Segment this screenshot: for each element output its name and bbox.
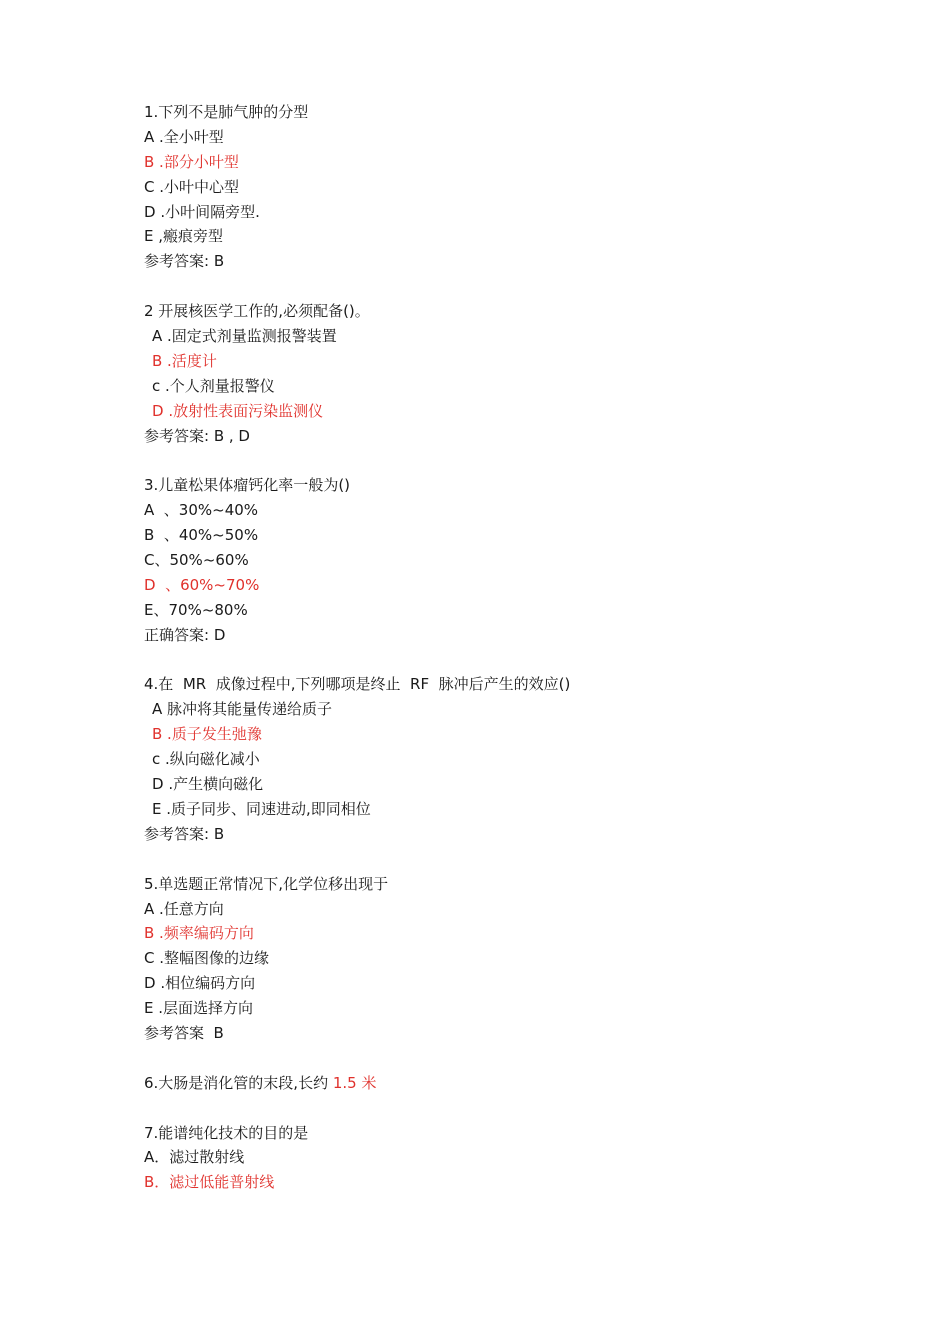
- answer-line: 参考答案: B , D: [144, 426, 250, 445]
- question-stem: 2 开展核医学工作的,必须配备()。: [144, 302, 370, 321]
- option-d: D .小叶间隔旁型.: [144, 202, 260, 221]
- question-1: [144, 100, 844, 274]
- question-stem: 4.在 MR 成像过程中,下列哪项是终止 RF 脉冲后产生的效应(): [144, 675, 571, 694]
- question-3: [144, 473, 844, 647]
- question-stem: 5.单选题正常情况下,化学位移出现于: [144, 874, 389, 893]
- option-d-correct: D 、60%~70%: [144, 575, 260, 594]
- spacer: [144, 847, 844, 872]
- option-b: B 、40%~50%: [144, 526, 259, 545]
- option-e: E .质子同步、同速进动,即同相位: [152, 799, 371, 818]
- option-a: A．滤过散射线: [144, 1148, 245, 1167]
- stem-text: 6.大肠是消化管的末段,长约: [144, 1073, 333, 1092]
- option-b-correct: B .质子发生弛豫: [152, 725, 262, 744]
- option-c: C、50%~60%: [144, 551, 249, 570]
- spacer: [144, 1096, 844, 1121]
- option-e: E .层面选择方向: [144, 999, 254, 1018]
- option-e: E、70%~80%: [144, 600, 248, 619]
- question-6: [144, 1071, 844, 1096]
- option-c: C .整幅图像的边缘: [144, 949, 270, 968]
- spacer: [144, 1046, 844, 1071]
- question-stem: [144, 1071, 844, 1096]
- option-b-correct: B．滤过低能普射线: [144, 1173, 275, 1192]
- option-a: A 脉冲将其能量传递给质子: [152, 700, 333, 719]
- spacer: [144, 274, 844, 299]
- question-5: [144, 872, 844, 1046]
- document-body: [144, 100, 844, 1195]
- question-stem: 7.能谱纯化技术的目的是: [144, 1123, 309, 1142]
- option-d-correct: D .放射性表面污染监测仪: [152, 401, 324, 420]
- option-c: c .纵向磁化减小: [152, 750, 260, 769]
- option-b-correct: B .活度计: [152, 351, 217, 370]
- option-d: D .相位编码方向: [144, 974, 256, 993]
- option-c: c .个人剂量报警仪: [152, 376, 275, 395]
- spacer: [144, 448, 844, 473]
- option-a: A 、30%~40%: [144, 501, 259, 520]
- answer-line: 正确答案: D: [144, 625, 226, 644]
- question-4: [144, 672, 844, 846]
- question-stem: 3.儿童松果体瘤钙化率一般为(): [144, 476, 351, 495]
- option-c: C .小叶中心型: [144, 177, 240, 196]
- highlight-value: 1.5 米: [332, 1073, 377, 1092]
- option-a: A .任意方向: [144, 899, 224, 918]
- option-e: E ,瘢痕旁型: [144, 227, 224, 246]
- option-b-correct: B .频率编码方向: [144, 924, 254, 943]
- question-2: [144, 299, 844, 448]
- answer-line: 参考答案: B: [144, 824, 225, 843]
- spacer: [144, 648, 844, 673]
- option-b-correct: B .部分小叶型: [144, 152, 239, 171]
- option-a: A .固定式剂量监测报警装置: [152, 327, 337, 346]
- question-stem: 1.下列不是肺气肿的分型: [144, 103, 309, 121]
- answer-line: 参考答案: B: [144, 252, 225, 271]
- question-7: [144, 1121, 844, 1196]
- option-a: A .全小叶型: [144, 127, 224, 146]
- option-d: D .产生横向磁化: [152, 775, 264, 794]
- answer-line: 参考答案 B: [144, 1023, 224, 1042]
